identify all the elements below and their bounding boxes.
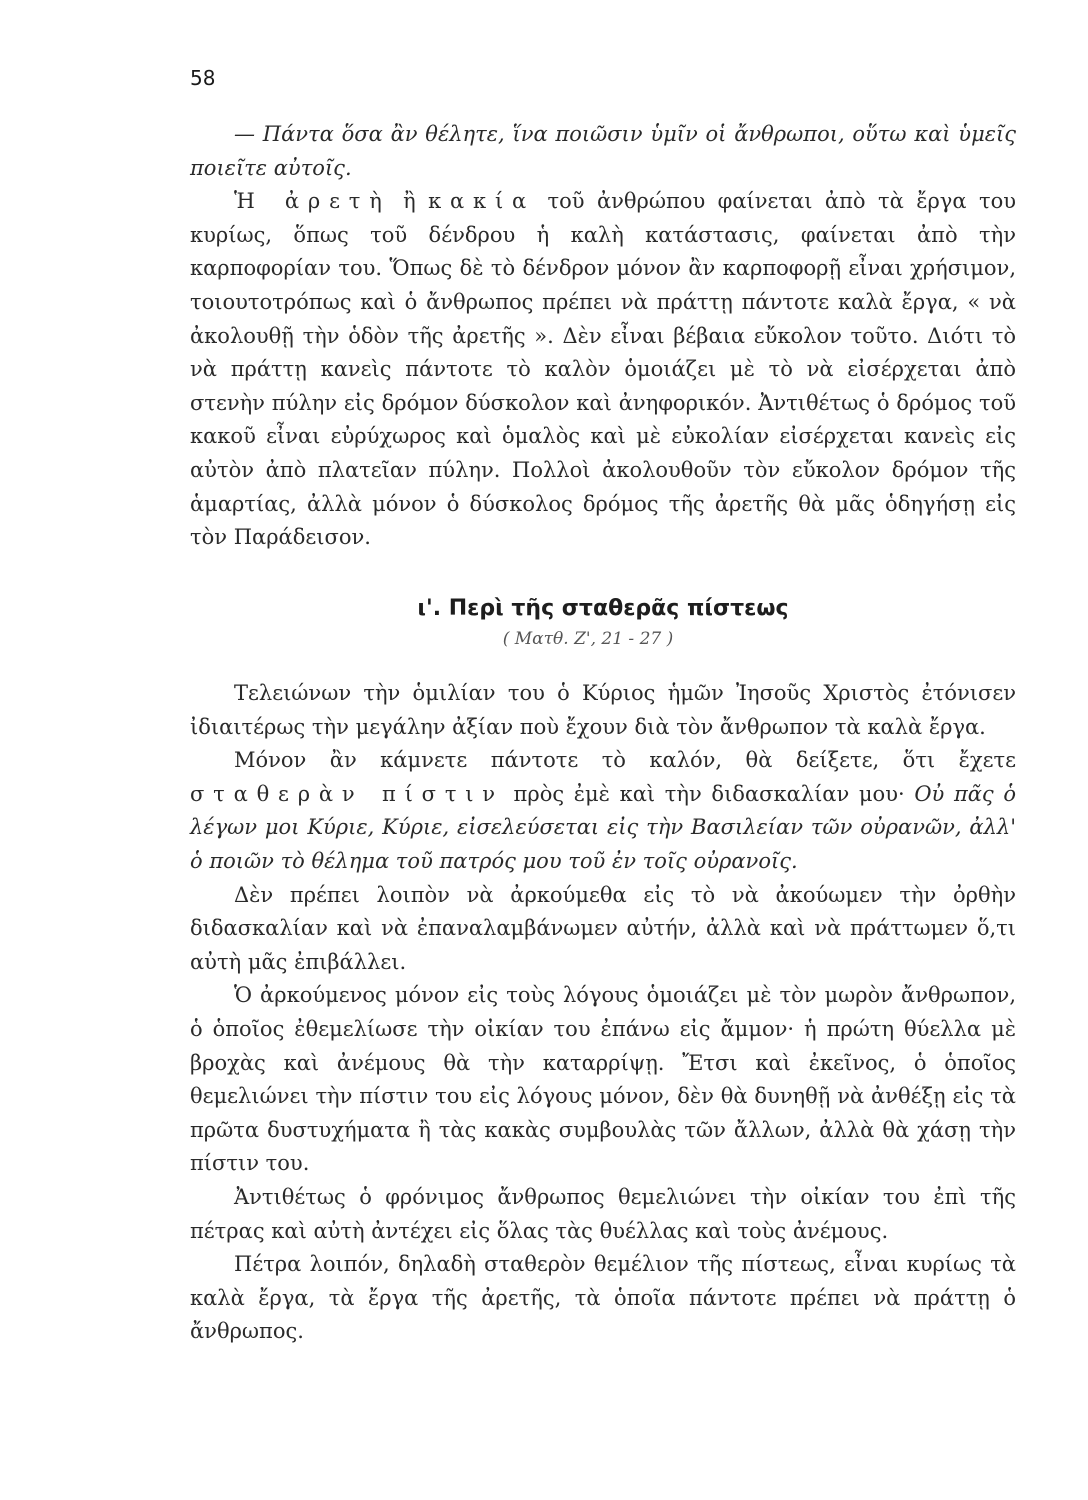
paragraph: Ὁ ἀρκούμενος μόνον εἰς τοὺς λόγους ὁμοιάζει μὲ τὸν μωρὸν ἄνθρωπον, ὁ ὁποῖος ἐθεμελίωσε τὴν οἰκίαν του ἐπάνω εἰς ἄμμον· ἡ πρώτη θύελλα μὲ βροχὰς καὶ ἀνέμους θὰ τὴν καταρρίψῃ. Ἔτσι καὶ ἐκεῖνος, ὁ ὁποῖος θεμελιώνει τὴν πίστιν του εἰς λόγους μόνον, δὲν θὰ δυνηθῇ νὰ ἀνθέξῃ εἰς τὰ πρῶτα δυστυχήματα ἢ τὰς κακὰς συμβουλὰς τῶν ἄλλων, ἀλλὰ θὰ χάσῃ τὴν πίστιν του. [190,983,1016,1176]
page-number: 58 [190,66,216,90]
paragraph: Πέτρα λοιπόν, δηλαδὴ σταθερὸν θεμέλιον τῆς πίστεως, εἶναι κυρίως τὰ καλὰ ἔργα, τὰ ἔργα τῆς ἀρετῆς, τὰ ὁποῖα πάντοτε πρέπει νὰ πράττῃ ὁ ἄνθρωπος. [190,1252,1016,1344]
paragraph-text: τοῦ ἀνθρώπου φαίνεται ἀπὸ τὰ ἔργα του κυρίως, ὅπως τοῦ δένδρου ἡ καλὴ κατάστασις, φαίνεται ἀπὸ τὴν καρποφορίαν του. Ὅπως δὲ τὸ δένδρον μόνον ἂν καρποφορῇ εἶναι χρήσιμον, τοιουτοτρόπως καὶ ὁ ἄνθρωπος πρέπει νὰ πράττῃ πάντοτε καλὰ ἔργα, « νὰ ἀκολουθῇ τὴν ὁδὸν τῆς ἀρετῆς ». Δὲν εἶναι βέβαια εὔκολον τοῦτο. Διότι τὸ νὰ πράττῃ κανεὶς πάντοτε τὸ καλὸν ὁμοιάζει μὲ τὸ νὰ εἰσέρχεται ἀπὸ στενὴν πύλην εἰς δρόμον δύσκολον καὶ ἀνηφορικόν. Ἀντιθέτως ὁ δρόμος τοῦ κακοῦ εἶναι εὐρύχωρος καὶ ὁμαλὸς καὶ μὲ εὐκολίαν εἰσέρχεται κανεὶς εἰς αὐτὸν ἀπὸ πλατεῖαν πύλην. Πολλοὶ ἀκολουθοῦν τὸν εὔκολον δρόμον τῆς ἁμαρτίας, ἀλλὰ μόνον ὁ δύσκολος δρόμος τῆς ἀρετῆς θὰ μᾶς ὁδηγήσῃ εἰς τὸν Παράδεισον. [190,189,1017,550]
emphasized-word-virtue: Ἡ ἀρετὴ [234,189,391,214]
emphasized-word-vice: κακία [428,189,536,214]
scripture-quote-paragraph: — Πάντα ὅσα ἂν θέλητε, ἵνα ποιῶσιν ὑμῖν οἱ ἄνθρωποι, οὕτω καὶ ὑμεῖς ποιεῖτε αὐτοῖς. [190,122,1016,180]
scripture-reference: ( Ματθ. Ζ', 21 - 27 ) [502,629,674,649]
scripture-quote: Οὐ πᾶς ὁ λέγων μοι Κύριε, Κύριε, εἰσελεύσεται εἰς τὴν Βασιλείαν τῶν οὐρανῶν, ἀλλ' ὁ ποιῶν τὸ θέλημα τοῦ πατρός μου τοῦ ἐν τοῖς οὐρανοῖς. [190,781,1016,873]
paragraph-text: Μόνον ἂν κάμνετε πάντοτε τὸ καλόν, θὰ δείξετε, ὅτι ἔχετε [234,748,1016,773]
paragraph: Δὲν πρέπει λοιπὸν νὰ ἀρκούμεθα εἰς τὸ νὰ ἀκούωμεν τὴν ὀρθὴν διδασκαλίαν καὶ νὰ ἐπαναλαμβάνωμεν αὐτήν, ἀλλὰ καὶ νὰ πράττωμεν ὅ,τι αὐτὴ μᾶς ἐπιβάλλει. [190,882,1016,974]
virtue-paragraph [190,185,1016,555]
paragraph-text: πρὸς ἐμὲ καὶ τὴν διδασκαλίαν μου· [503,781,915,806]
paragraph: Τελειώνων τὴν ὁμιλίαν του ὁ Κύριος ἡμῶν Ἰησοῦς Χριστὸς ἐτόνισεν ἰδιαιτέρως τὴν μεγάλην ἀξίαν ποὺ ἔχουν διὰ τὸν ἄνθρωπον τὰ καλὰ ἔργα. [190,681,1016,739]
paragraph-text: ἢ [390,189,429,214]
section-body [190,677,1016,1349]
opening-text-block [190,118,1016,555]
emphasized-phrase: σταθερὰν πίστιν [190,781,504,806]
paragraph: Ἀντιθέτως ὁ φρόνιμος ἄνθρωπος θεμελιώνει τὴν οἰκίαν του ἐπὶ τῆς πέτρας καὶ αὐτὴ ἀντέχει εἰς ὅλας τὰς θυέλλας καὶ τοὺς ἀνέμους. [190,1184,1016,1243]
paragraph-steadfast-faith [190,744,1016,878]
section-header [190,592,1016,652]
section-title: ι'. Περὶ τῆς σταθερᾶς πίστεως [417,596,789,621]
